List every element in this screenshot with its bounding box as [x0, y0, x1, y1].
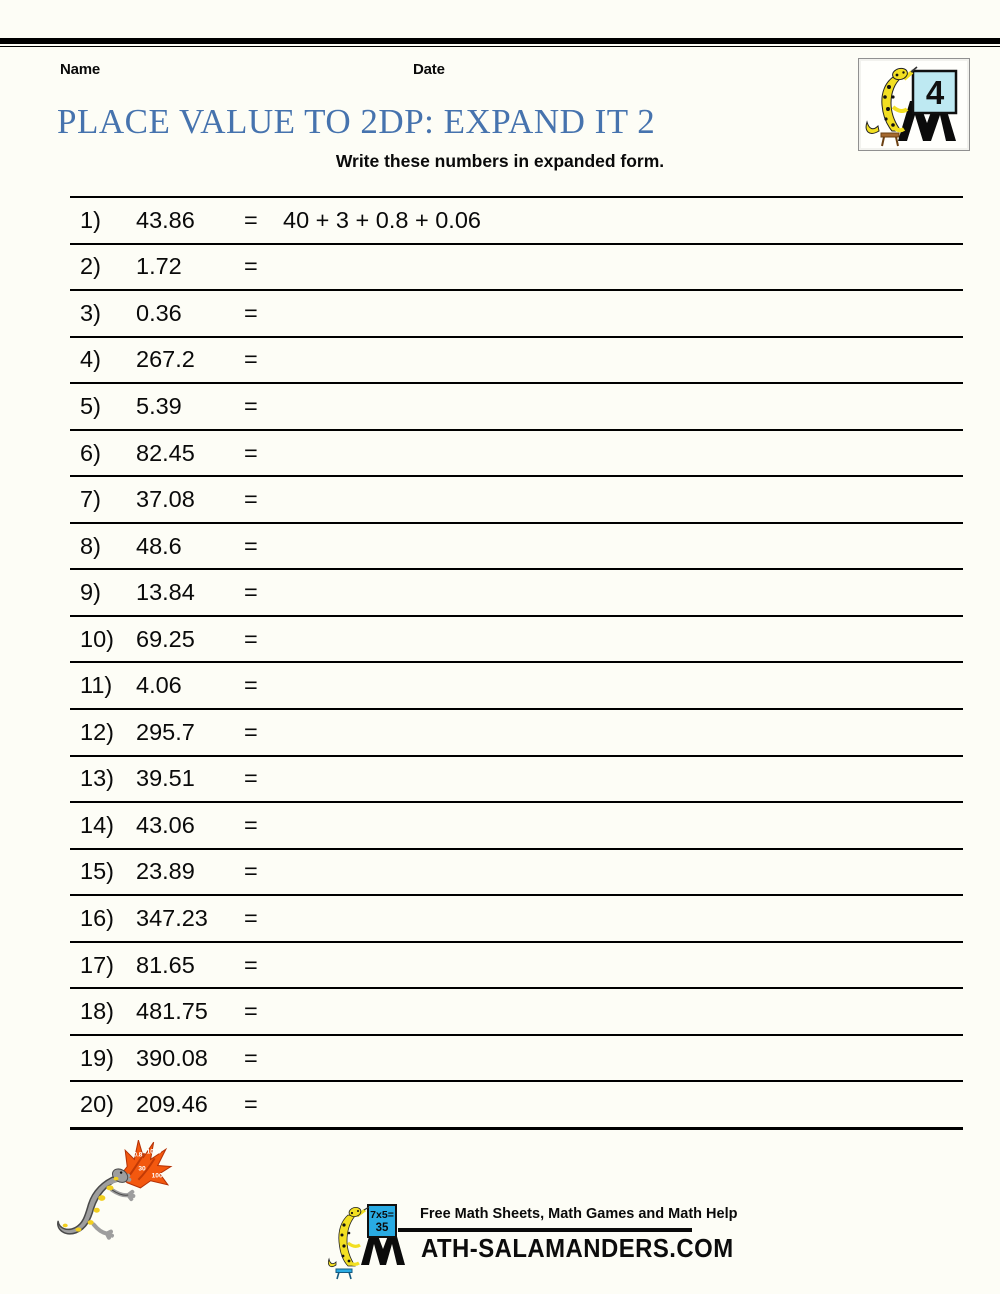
- top-divider-thick: [0, 38, 1000, 44]
- problem-value: 37.08: [136, 486, 195, 513]
- equals-sign: =: [244, 439, 258, 466]
- table-row: [70, 524, 963, 571]
- equals-sign: =: [244, 904, 258, 931]
- problem-number: 13): [80, 765, 114, 792]
- problem-number: 18): [80, 998, 114, 1025]
- equals-sign: =: [244, 346, 258, 373]
- badge-number: 4: [925, 74, 945, 111]
- table-row: [70, 617, 963, 664]
- problem-value: 13.84: [136, 579, 195, 606]
- table-row: [70, 1036, 963, 1083]
- problem-number: 6): [80, 439, 101, 466]
- board-equation-line2: 35: [375, 1222, 389, 1234]
- flame-number: 1000: [146, 1148, 162, 1156]
- problem-value: 43.06: [136, 811, 195, 838]
- table-row: [70, 570, 963, 617]
- table-row: [70, 989, 963, 1036]
- table-row: [70, 850, 963, 897]
- problem-value: 390.08: [136, 1044, 208, 1071]
- problem-table: [70, 196, 963, 1130]
- footer-tagline: Free Math Sheets, Math Games and Math Help: [420, 1206, 738, 1222]
- problem-value: 82.45: [136, 439, 195, 466]
- grade-badge-logo: [858, 58, 970, 151]
- problem-value: 4.06: [136, 672, 182, 699]
- equals-sign: =: [244, 206, 258, 233]
- problem-number: 9): [80, 579, 101, 606]
- table-row: [70, 710, 963, 757]
- flame-number: 0.8: [133, 1151, 143, 1159]
- problem-value: 295.7: [136, 718, 195, 745]
- problem-value: 69.25: [136, 625, 195, 652]
- problem-value: 81.65: [136, 951, 195, 978]
- equals-sign: =: [244, 1044, 258, 1071]
- footer-underline: [398, 1228, 692, 1232]
- table-row: [70, 431, 963, 478]
- equals-sign: =: [244, 718, 258, 745]
- table-row: [70, 1082, 963, 1130]
- equals-sign: =: [244, 998, 258, 1025]
- equals-sign: =: [244, 579, 258, 606]
- problem-number: 7): [80, 486, 101, 513]
- fire-salamander-icon: [53, 1135, 175, 1257]
- problem-number: 17): [80, 951, 114, 978]
- equals-sign: =: [244, 253, 258, 280]
- problem-number: 2): [80, 253, 101, 280]
- problem-number: 11): [80, 672, 113, 699]
- salamander-badge-icon: [859, 59, 969, 150]
- instructions: Write these numbers in expanded form.: [335, 151, 665, 171]
- problem-value: 481.75: [136, 998, 208, 1025]
- problem-value: 39.51: [136, 765, 195, 792]
- page-title: PLACE VALUE TO 2DP: EXPAND IT 2: [57, 102, 656, 141]
- table-row: [70, 291, 963, 338]
- equals-sign: =: [244, 765, 258, 792]
- table-row: [70, 384, 963, 431]
- table-row: [70, 943, 963, 990]
- problem-value: 43.86: [136, 206, 195, 233]
- table-row: [70, 245, 963, 292]
- problem-number: 10): [80, 625, 114, 652]
- problem-number: 5): [80, 392, 101, 419]
- brand-salamander-icon: [328, 1201, 423, 1281]
- table-row: [70, 477, 963, 524]
- problem-value: 209.46: [136, 1091, 208, 1118]
- flame-number: 100: [151, 1172, 163, 1180]
- equals-sign: =: [244, 486, 258, 513]
- problem-value: 347.23: [136, 904, 208, 931]
- problem-number: 8): [80, 532, 101, 559]
- fire-salamander-image: [53, 1135, 175, 1257]
- board-equation-line1: 7x5=: [370, 1209, 394, 1221]
- table-row: [70, 757, 963, 804]
- problem-number: 1): [80, 206, 101, 233]
- problem-number: 14): [80, 811, 114, 838]
- equals-sign: =: [244, 951, 258, 978]
- equals-sign: =: [244, 392, 258, 419]
- problem-number: 12): [80, 718, 114, 745]
- equals-sign: =: [244, 811, 258, 838]
- problem-number: 19): [80, 1044, 114, 1071]
- problem-number: 3): [80, 299, 101, 326]
- problem-value: 23.89: [136, 858, 195, 885]
- equals-sign: =: [244, 672, 258, 699]
- problem-value: 5.39: [136, 392, 182, 419]
- problem-value: 1.72: [136, 253, 182, 280]
- equals-sign: =: [244, 299, 258, 326]
- equals-sign: =: [244, 1091, 258, 1118]
- problem-value: 48.6: [136, 532, 182, 559]
- equals-sign: =: [244, 625, 258, 652]
- table-row: [70, 896, 963, 943]
- problem-number: 16): [80, 904, 114, 931]
- flame-number: 30: [138, 1165, 146, 1173]
- problem-value: 0.36: [136, 299, 182, 326]
- table-row: [70, 198, 963, 245]
- problem-number: 4): [80, 346, 101, 373]
- equals-sign: =: [244, 858, 258, 885]
- problem-number: 20): [80, 1091, 114, 1118]
- brand-domain-text: ATH-SALAMANDERS.COM: [421, 1233, 734, 1263]
- date-label: Date: [413, 61, 445, 78]
- name-label: Name: [60, 61, 101, 78]
- problem-number: 15): [80, 858, 114, 885]
- table-row: [70, 663, 963, 710]
- table-row: [70, 803, 963, 850]
- equals-sign: =: [244, 532, 258, 559]
- table-row: [70, 338, 963, 385]
- brand-logo: [328, 1199, 738, 1283]
- problem-value: 267.2: [136, 346, 195, 373]
- top-divider-thin: [0, 46, 1000, 47]
- problem-answer: 40 + 3 + 0.8 + 0.06: [283, 206, 481, 233]
